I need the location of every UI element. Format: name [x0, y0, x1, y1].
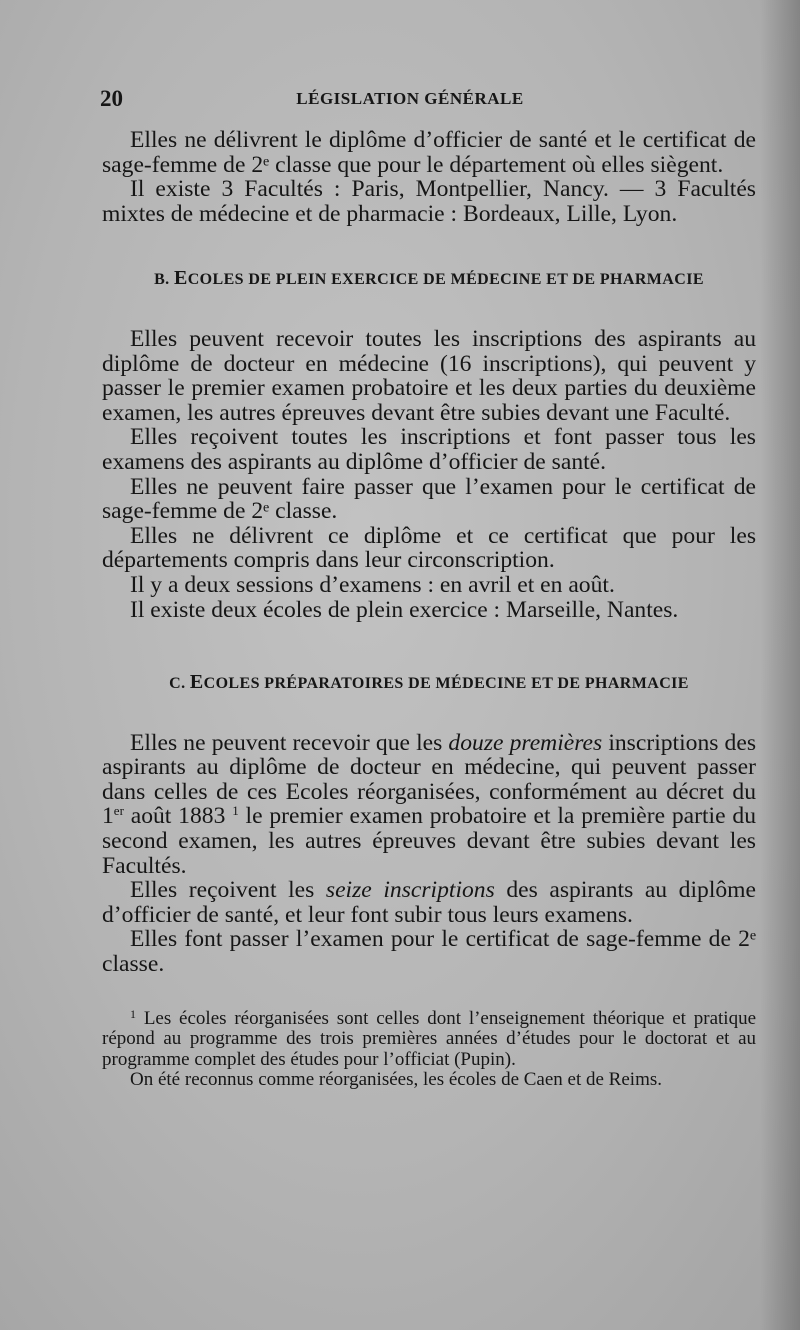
page-number: 20	[100, 86, 123, 111]
footnotes	[102, 1006, 756, 1091]
page-header	[100, 86, 760, 116]
section-c-paragraph-3: Elles font passer l’examen pour le certificat de sage-femme de 2ᵉ classe.	[102, 926, 756, 978]
section-b-letter: B.	[154, 271, 170, 289]
section-b-paragraph-3: Elles ne peuvent faire passer que l’examen pour le certificat de sage-femme de 2ᵉ classe.	[102, 473, 756, 525]
section-b-paragraph-1: Elles peuvent recevoir toutes les inscriptions des aspirants au diplôme de docteur en médecine (16 inscriptions), qui peuvent y passer le premier examen probatoire et les deux parties du deuxième examen, les autres épreuves devant être subies devant une Faculté.	[102, 325, 756, 426]
section-c-heading	[102, 670, 756, 697]
emphasis-douze-premieres: douze premières	[448, 729, 603, 756]
page-body	[102, 128, 756, 1091]
section-b-initial: E	[173, 267, 188, 290]
footnote-reference: 1	[232, 803, 239, 819]
section-b-heading	[102, 266, 756, 293]
page-edge-shadow	[760, 0, 800, 1330]
section-b-paragraph-5: Il y a deux sessions d’examens : en avril et en août.	[130, 571, 615, 598]
intro-paragraph-1: Elles ne délivrent le diplôme d’officier de santé et le certificat de sage-femme de 2ᵉ classe que pour le département où elles siègent.	[102, 127, 756, 178]
footnote-1: $^1$ Les écoles réorganisées sont celles dont l’enseignement théorique et pratique répond au programme des trois premières années d’études pour le doctorat et au programme complet des études pour l’officiat (Pupin).	[102, 1006, 756, 1070]
section-b-paragraph-4: Elles ne délivrent ce diplôme et ce certificat que pour les départements compris dans leur circonscription.	[102, 522, 756, 574]
footnote-2: On été reconnus comme réorganisées, les écoles de Caen et de Reims.	[130, 1069, 662, 1091]
section-b-paragraph-2: Elles reçoivent toutes les inscriptions et font passer tous les examens des aspirants au diplôme d’officier de santé.	[102, 424, 756, 475]
section-c-paragraph-2: Elles reçoivent les seize inscriptions des aspirants au diplôme d’officier de santé, et leur font subir tous leurs examens.	[102, 877, 757, 928]
section-b-paragraph-6: Il existe deux écoles de plein exercice : Marseille, Nantes.	[130, 596, 679, 623]
intro-paragraph-2: Il existe 3 Facultés : Paris, Montpellier, Nancy. — 3 Facultés mixtes de médecine et de pharmacie : Bordeaux, Lille, Lyon.	[102, 176, 756, 227]
section-c-title: COLES PRÉPARATOIRES DE MÉDECINE ET DE PHARMACIE	[203, 675, 689, 693]
section-c-letter: C.	[169, 675, 186, 693]
emphasis-seize-inscriptions: seize inscriptions	[325, 877, 495, 904]
section-c-initial: E	[189, 671, 204, 694]
footnote-mark: 1	[130, 1006, 136, 1021]
section-c-paragraph-1: Elles ne peuvent recevoir que les douze premières inscriptions des aspirants au diplôme de docteur en médecine, qui peuvent passer dans celles de ces Ecoles réorganisées, conformément au décret du 1er août 1883 $^1$ le premier examen probatoire et la première partie du second examen, les autres épreuves devant être subies devant les Facultés.	[102, 729, 757, 879]
section-b-title: COLES DE PLEIN EXERCICE DE MÉDECINE ET DE PHARMACIE	[187, 271, 704, 289]
running-title: LÉGISLATION GÉNÉRALE	[296, 89, 524, 108]
